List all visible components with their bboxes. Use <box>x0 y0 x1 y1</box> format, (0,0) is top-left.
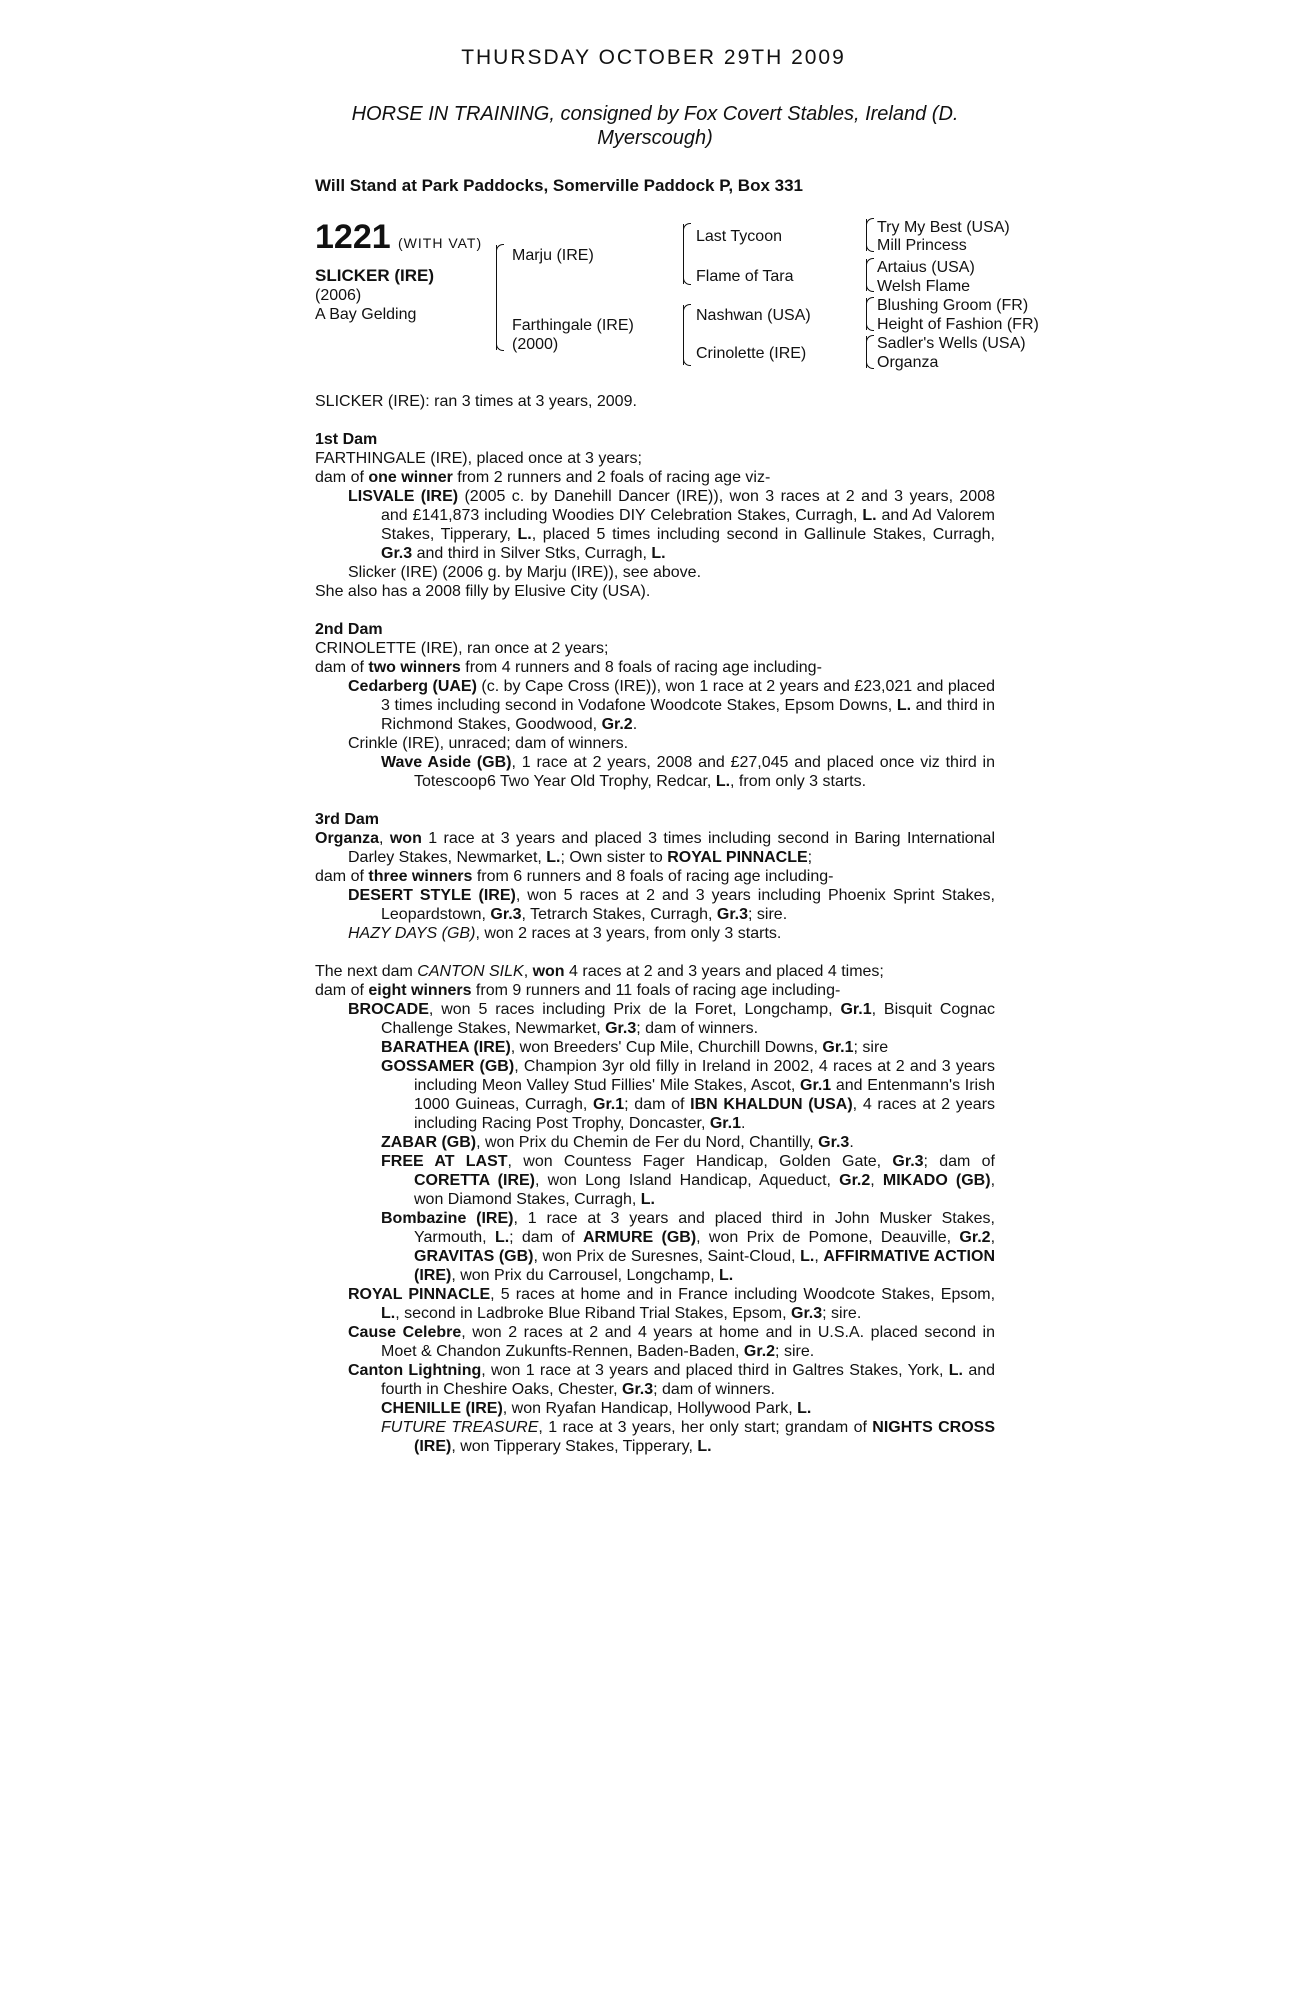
dam4-gossamer: GOSSAMER (GB), Champion 3yr old filly in Ireland in 2002, 4 races at 2 and 3 years including Meon Valley Stud Fillies' Mile Stakes, Ascot, Gr.1 and Entenmann's Irish 1000 Guineas, Curragh, Gr.1; dam of IBN KHALDUN (USA), 4 races at 2 years including Racing Post Trophy, Doncaster, Gr.1. <box>381 1058 996 1132</box>
pedigree-dam: Farthingale (IRE) <box>512 317 634 334</box>
horse-description: A Bay Gelding <box>315 306 417 323</box>
dam1-note: She also has a 2008 filly by Elusive City (USA). <box>315 583 651 600</box>
dam1-produce-lisvale: LISVALE (IRE) (2005 c. by Danehill Dancer (IRE)), won 3 races at 2 and 3 years, 2008 and £141,873 including Woodies DIY Celebration Stakes, Curragh, L. and Ad Valorem Stakes, Tipperary, L., placed 5 times including second in Gallinule Stakes, Curragh, Gr.3 and third in Silver Stks, Curragh, L. <box>348 488 996 562</box>
pedigree-g1: Try My Best (USA) <box>877 219 1010 236</box>
dam4-canton-lightning: Canton Lightning, won 1 race at 3 years and placed third in Galtres Stakes, York, L. and fourth in Cheshire Oaks, Chester, Gr.3; dam of winners. <box>348 1362 996 1398</box>
dam4-zabar: ZABAR (GB), won Prix du Chemin de Fer du Nord, Chantilly, Gr.3. <box>381 1134 854 1151</box>
dam4-line1: The next dam CANTON SILK, won 4 races at 2 and 3 years and placed 4 times; <box>315 963 884 980</box>
lot-number: 1221 <box>315 218 391 256</box>
pedigree-g6: Height of Fashion (FR) <box>877 316 1039 333</box>
dam4-chenille: CHENILLE (IRE), won Ryafan Handicap, Hollywood Park, L. <box>381 1400 812 1417</box>
dam1-line2: dam of one winner from 2 runners and 2 foals of racing age viz- <box>315 469 771 486</box>
dam2-produce-wave-aside: Wave Aside (GB), 1 race at 2 years, 2008 and £27,045 and placed once viz third in Totescoop6 Two Year Old Trophy, Redcar, L., from only 3 starts. <box>381 754 996 790</box>
pedigree-dam-year: (2000) <box>512 336 559 353</box>
dam2-produce-cedarberg: Cedarberg (UAE) (c. by Cape Cross (IRE)), won 1 race at 2 years and £23,021 and placed 3 times including second in Vodafone Woodcote Stakes, Epsom Downs, L. and third in Richmond Stakes, Goodwood, Gr.2. <box>348 678 996 733</box>
dam4-cause-celebre: Cause Celebre, won 2 races at 2 and 4 years at home and in U.S.A. placed second in Moet & Chandon Zukunfts-Rennen, Baden-Baden, Gr.2; sire. <box>348 1324 995 1360</box>
dam3-produce-hazy-days: HAZY DAYS (GB), won 2 races at 3 years, from only 3 starts. <box>348 925 782 942</box>
pedigree-brace-g78 <box>866 336 867 368</box>
dam4-brocade: BROCADE, won 5 races including Prix de la Foret, Longchamp, Gr.1, Bisquit Cognac Challenge Stakes, Newmarket, Gr.3; dam of winners. <box>348 1001 995 1037</box>
sale-date: THURSDAY OCTOBER 29TH 2009 <box>461 46 846 69</box>
dam3-heading: 3rd Dam <box>315 811 380 828</box>
dam2-line2: dam of two winners from 4 runners and 8 foals of racing age including- <box>315 659 822 676</box>
pedigree-brace-main <box>496 245 497 350</box>
dam4-royal-pinnacle: ROYAL PINNACLE, 5 races at home and in France including Woodcote Stakes, Epsom, L., second in Ladbroke Blue Riband Trial Stakes, Epsom, Gr.3; sire. <box>348 1286 996 1322</box>
dam4-bombazine: Bombazine (IRE), 1 race at 3 years and placed third in John Musker Stakes, Yarmouth, L.; dam of ARMURE (GB), won Prix de Pomone, Deauville, Gr.2, GRAVITAS (GB), won Prix de Suresnes, Saint-Cloud, L., AFFIRMATIVE ACTION (IRE), won Prix du Carrousel, Longchamp, L. <box>381 1210 996 1284</box>
pedigree-dam-dam: Crinolette (IRE) <box>696 345 807 362</box>
pedigree-sire: Marju (IRE) <box>512 247 594 264</box>
consignment-title: HORSE IN TRAINING, consigned by Fox Covert Stables, Ireland (D. Myerscough) <box>351 103 959 149</box>
dam3-produce-desert-style: DESERT STYLE (IRE), won 5 races at 2 and 3 years including Phoenix Sprint Stakes, Leopardstown, Gr.3, Tetrarch Stakes, Curragh, Gr.3; sire. <box>348 887 995 923</box>
stand-location: Will Stand at Park Paddocks, Somerville Paddock P, Box 331 <box>315 176 804 195</box>
catalogue-body <box>315 392 995 1456</box>
pedigree-g5: Blushing Groom (FR) <box>877 297 1029 314</box>
pedigree-sire-sire: Last Tycoon <box>696 228 782 245</box>
dam2-produce-crinkle: Crinkle (IRE), unraced; dam of winners. <box>348 735 629 752</box>
dam4-future-treasure: FUTURE TREASURE, 1 race at 3 years, her only start; grandam of NIGHTS CROSS (IRE), won Tipperary Stakes, Tipperary, L. <box>381 1419 996 1455</box>
dam3-line2: dam of three winners from 6 runners and 8 foals of racing age including- <box>315 868 834 885</box>
dam3-organza: Organza, won 1 race at 3 years and placed 3 times including second in Baring International Darley Stakes, Newmarket, L.; Own sister to ROYAL PINNACLE; <box>315 830 996 866</box>
dam1-heading: 1st Dam <box>315 431 378 448</box>
pedigree-brace-g34 <box>866 259 867 291</box>
dam1-line1: FARTHINGALE (IRE), placed once at 3 years; <box>315 450 642 467</box>
pedigree-sire-dam: Flame of Tara <box>696 268 794 285</box>
pedigree-brace-sire <box>683 224 684 284</box>
dam2-heading: 2nd Dam <box>315 621 383 638</box>
pedigree-g7: Sadler's Wells (USA) <box>877 335 1026 352</box>
pedigree-g2: Mill Princess <box>877 237 967 254</box>
race-record: SLICKER (IRE): ran 3 times at 3 years, 2009. <box>315 393 637 410</box>
horse-year: (2006) <box>315 287 362 304</box>
pedigree-g8: Organza <box>877 354 939 371</box>
dam4-free-at-last: FREE AT LAST, won Countess Fager Handicap, Golden Gate, Gr.3; dam of CORETTA (IRE), won Long Island Handicap, Aqueduct, Gr.2, MIKADO (GB), won Diamond Stakes, Curragh, L. <box>381 1153 996 1208</box>
pedigree-dam-sire: Nashwan (USA) <box>696 307 811 324</box>
dam1-produce-slicker: Slicker (IRE) (2006 g. by Marju (IRE)), see above. <box>348 564 702 581</box>
pedigree-brace-dam <box>683 305 684 365</box>
dam4-barathea: BARATHEA (IRE), won Breeders' Cup Mile, Churchill Downs, Gr.1; sire <box>381 1039 889 1056</box>
horse-name: SLICKER (IRE) <box>315 266 434 285</box>
dam4-line2: dam of eight winners from 9 runners and 11 foals of racing age including- <box>315 982 841 999</box>
pedigree-brace-g12 <box>866 219 867 251</box>
pedigree-g3: Artaius (USA) <box>877 259 975 276</box>
lot-vat: (WITH VAT) <box>398 235 483 251</box>
dam2-line1: CRINOLETTE (IRE), ran once at 2 years; <box>315 640 609 657</box>
pedigree-g4: Welsh Flame <box>877 278 971 295</box>
pedigree-brace-g56 <box>866 298 867 330</box>
